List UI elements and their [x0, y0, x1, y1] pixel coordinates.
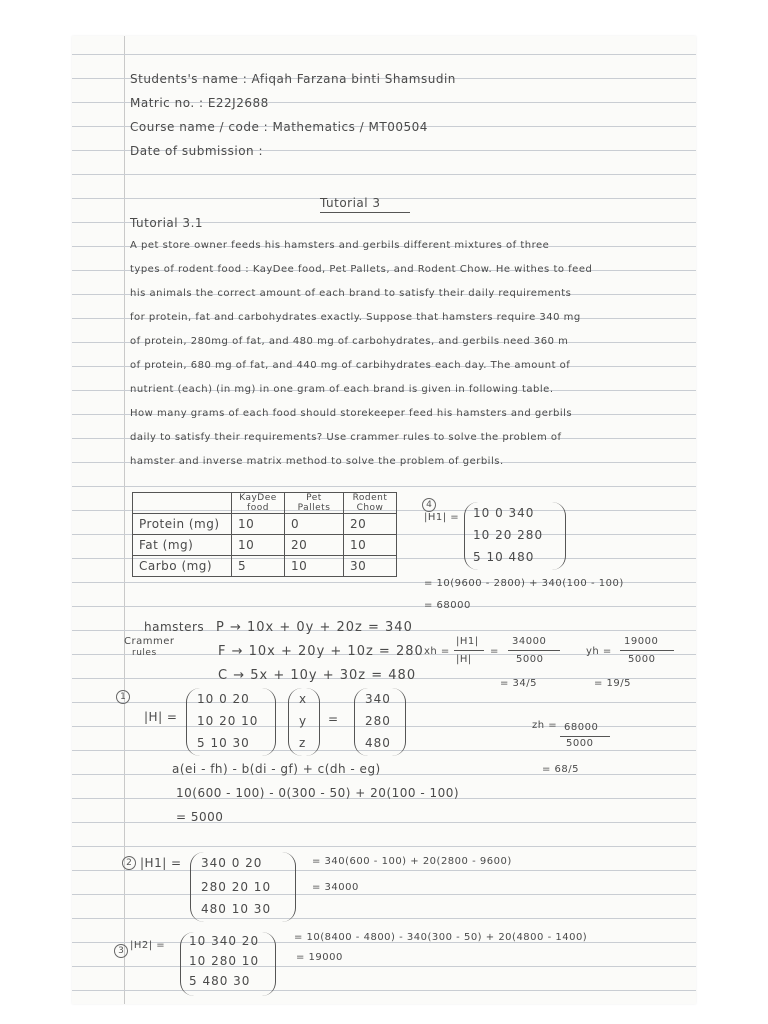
xh-bar — [508, 650, 560, 651]
xh-frac-bar — [454, 650, 484, 651]
zh-numerator: 68000 — [564, 722, 599, 733]
h2-det-label: |H2| = — [130, 940, 166, 951]
equation-carbo: C → 5x + 10y + 30z = 480 — [218, 668, 417, 683]
matrix-row: 10 0 20 — [197, 692, 250, 706]
title-underline — [320, 212, 410, 213]
student-name: Students's name : Afiqah Farzana binti Shamsudin — [130, 72, 456, 86]
problem-line: his animals the correct amount of each brand to satisfy their daily requirements — [130, 288, 572, 299]
side-label-rules: rules — [132, 648, 157, 658]
table-cell: Protein (mg) — [133, 514, 232, 535]
h1-matrix — [464, 502, 566, 570]
table-row — [133, 556, 397, 577]
h1-det-calculation: = 340(600 - 100) + 20(2800 - 9600) — [312, 856, 512, 867]
step-2-marker: 2 — [122, 856, 136, 870]
ruled-line — [72, 174, 696, 175]
h1-det-label: |H1| = — [140, 856, 182, 870]
det-calculation: 10(600 - 100) - 0(300 - 50) + 20(100 - 100) — [176, 786, 460, 800]
ruled-line — [72, 822, 696, 823]
yh-result: = 19/5 — [594, 678, 632, 689]
yh-bar — [620, 650, 674, 651]
table-cell: 20 — [344, 514, 397, 535]
ruled-line — [72, 486, 696, 487]
h2-det-calculation: = 10(8400 - 4800) - 340(300 - 50) + 20(4800 - 1400) — [294, 932, 588, 943]
zh-lhs: zh = — [532, 720, 558, 731]
zh-result: = 68/5 — [542, 764, 580, 775]
table-cell: Fat (mg) — [133, 535, 232, 556]
problem-line: of protein, 680 mg of fat, and 440 mg of carbihydrates each day. The amount of — [130, 360, 571, 371]
equals-sign: = — [328, 712, 339, 726]
problem-line: A pet store owner feeds his hamsters and gerbils different mixtures of three — [130, 240, 550, 251]
h1-calc: = 10(9600 - 2800) + 340(100 - 100) — [424, 578, 624, 589]
xh-result: = 34/5 — [500, 678, 538, 689]
table-cell: 10 — [285, 556, 344, 577]
matrix-row: 10 20 280 — [473, 528, 544, 542]
problem-line: How many grams of each food should storekeeper feed his hamsters and gerbils — [130, 408, 573, 419]
xh-denominator: 5000 — [516, 654, 544, 665]
ruled-line — [72, 198, 696, 199]
matrix-row: 10 340 20 — [189, 934, 260, 948]
table-cell: 10 — [344, 535, 397, 556]
vector-entry: z — [299, 736, 307, 750]
table-cell: 10 — [232, 514, 285, 535]
variable-vector — [288, 688, 320, 756]
zh-denominator: 5000 — [566, 738, 594, 749]
matrix-row: 480 10 30 — [201, 902, 272, 916]
h1-result: = 68000 — [424, 600, 471, 611]
h2-det-matrix — [180, 932, 276, 996]
h1-label: |H1| = — [424, 512, 460, 523]
xh-lhs: xh = — [424, 646, 450, 657]
matric-number: Matric no. : E22J2688 — [130, 96, 269, 110]
matrix-row: 10 0 340 — [473, 506, 535, 520]
step-3-marker: 3 — [114, 944, 128, 958]
side-label-crammer: Crammer — [124, 636, 175, 647]
equation-fat: F → 10x + 20y + 10z = 280 — [218, 644, 424, 659]
vector-entry: 280 — [365, 714, 391, 728]
notebook-page — [72, 36, 696, 1004]
problem-line: of protein, 280mg of fat, and 480 mg of carbohydrates, and gerbils need 360 m — [130, 336, 569, 347]
det-h-matrix — [186, 688, 276, 756]
det-result: = 5000 — [176, 810, 224, 824]
matrix-row: 280 20 10 — [201, 880, 272, 894]
equals-sign: = — [490, 646, 499, 657]
table-cell: 5 — [232, 556, 285, 577]
step-1-marker: 1 — [116, 690, 130, 704]
ruled-line — [72, 918, 696, 919]
ruled-line — [72, 894, 696, 895]
det-h-label: |H| = — [144, 710, 178, 724]
ruled-line — [72, 870, 696, 871]
vector-entry: 340 — [365, 692, 391, 706]
h1-det-matrix — [190, 852, 296, 922]
table-cell: 10 — [232, 535, 285, 556]
matrix-row: 340 0 20 — [201, 856, 263, 870]
problem-line: types of rodent food : KayDee food, Pet Pallets, and Rodent Chow. He withes to feed — [130, 264, 593, 275]
vector-entry: y — [299, 714, 308, 728]
table-cell: Carbo (mg) — [133, 556, 232, 577]
matrix-row: 5 10 480 — [473, 550, 535, 564]
nutrient-table — [132, 492, 397, 577]
det-formula: a(ei - fh) - b(di - gf) + c(dh - eg) — [172, 762, 381, 776]
ruled-line — [72, 774, 696, 775]
equation-protein: P → 10x + 0y + 20z = 340 — [216, 620, 413, 635]
matrix-row: 10 280 10 — [189, 954, 260, 968]
ruled-line — [72, 990, 696, 991]
vector-entry: 480 — [365, 736, 391, 750]
problem-line: daily to satisfy their requirements? Use crammer rules to solve the problem of — [130, 432, 562, 443]
matrix-row: 5 480 30 — [189, 974, 251, 988]
yh-denominator: 5000 — [628, 654, 656, 665]
zh-bar — [560, 736, 610, 737]
table-header-cell: Rodent Chow — [344, 493, 397, 514]
step-4-marker: 4 — [422, 498, 436, 512]
table-header-cell — [133, 493, 232, 514]
hamsters-label: hamsters — [144, 620, 205, 634]
rhs-vector — [354, 688, 406, 756]
table-header-row — [133, 493, 397, 514]
table-cell: 0 — [285, 514, 344, 535]
problem-line: for protein, fat and carbohydrates exactly. Suppose that hamsters require 340 mg — [130, 312, 581, 323]
ruled-line — [72, 54, 696, 55]
vector-entry: x — [299, 692, 308, 706]
table-cell: 30 — [344, 556, 397, 577]
table-row — [133, 535, 397, 556]
table-row — [133, 514, 397, 535]
h1-det-result: = 34000 — [312, 882, 359, 893]
table-header-cell: Pet Pallets — [285, 493, 344, 514]
table-header-cell: KayDee food — [232, 493, 285, 514]
submission-date: Date of submission : — [130, 144, 264, 158]
matrix-row: 10 20 10 — [197, 714, 259, 728]
ruled-line — [72, 846, 696, 847]
page-title: Tutorial 3 — [320, 196, 381, 210]
ruled-line — [72, 606, 696, 607]
h2-det-result: = 19000 — [296, 952, 343, 963]
yh-numerator: 19000 — [624, 636, 659, 647]
matrix-row: 5 10 30 — [197, 736, 250, 750]
problem-line: hamster and inverse matrix method to solve the problem of gerbils. — [130, 456, 504, 467]
xh-frac-num: |H1| — [456, 636, 479, 647]
ruled-line — [72, 966, 696, 967]
course-name: Course name / code : Mathematics / MT00504 — [130, 120, 428, 134]
subtitle: Tutorial 3.1 — [130, 216, 204, 230]
xh-numerator: 34000 — [512, 636, 547, 647]
yh-lhs: yh = — [586, 646, 612, 657]
xh-frac-den: |H| — [456, 654, 472, 665]
problem-line: nutrient (each) (in mg) in one gram of each brand is given in following table. — [130, 384, 554, 395]
table-cell: 20 — [285, 535, 344, 556]
